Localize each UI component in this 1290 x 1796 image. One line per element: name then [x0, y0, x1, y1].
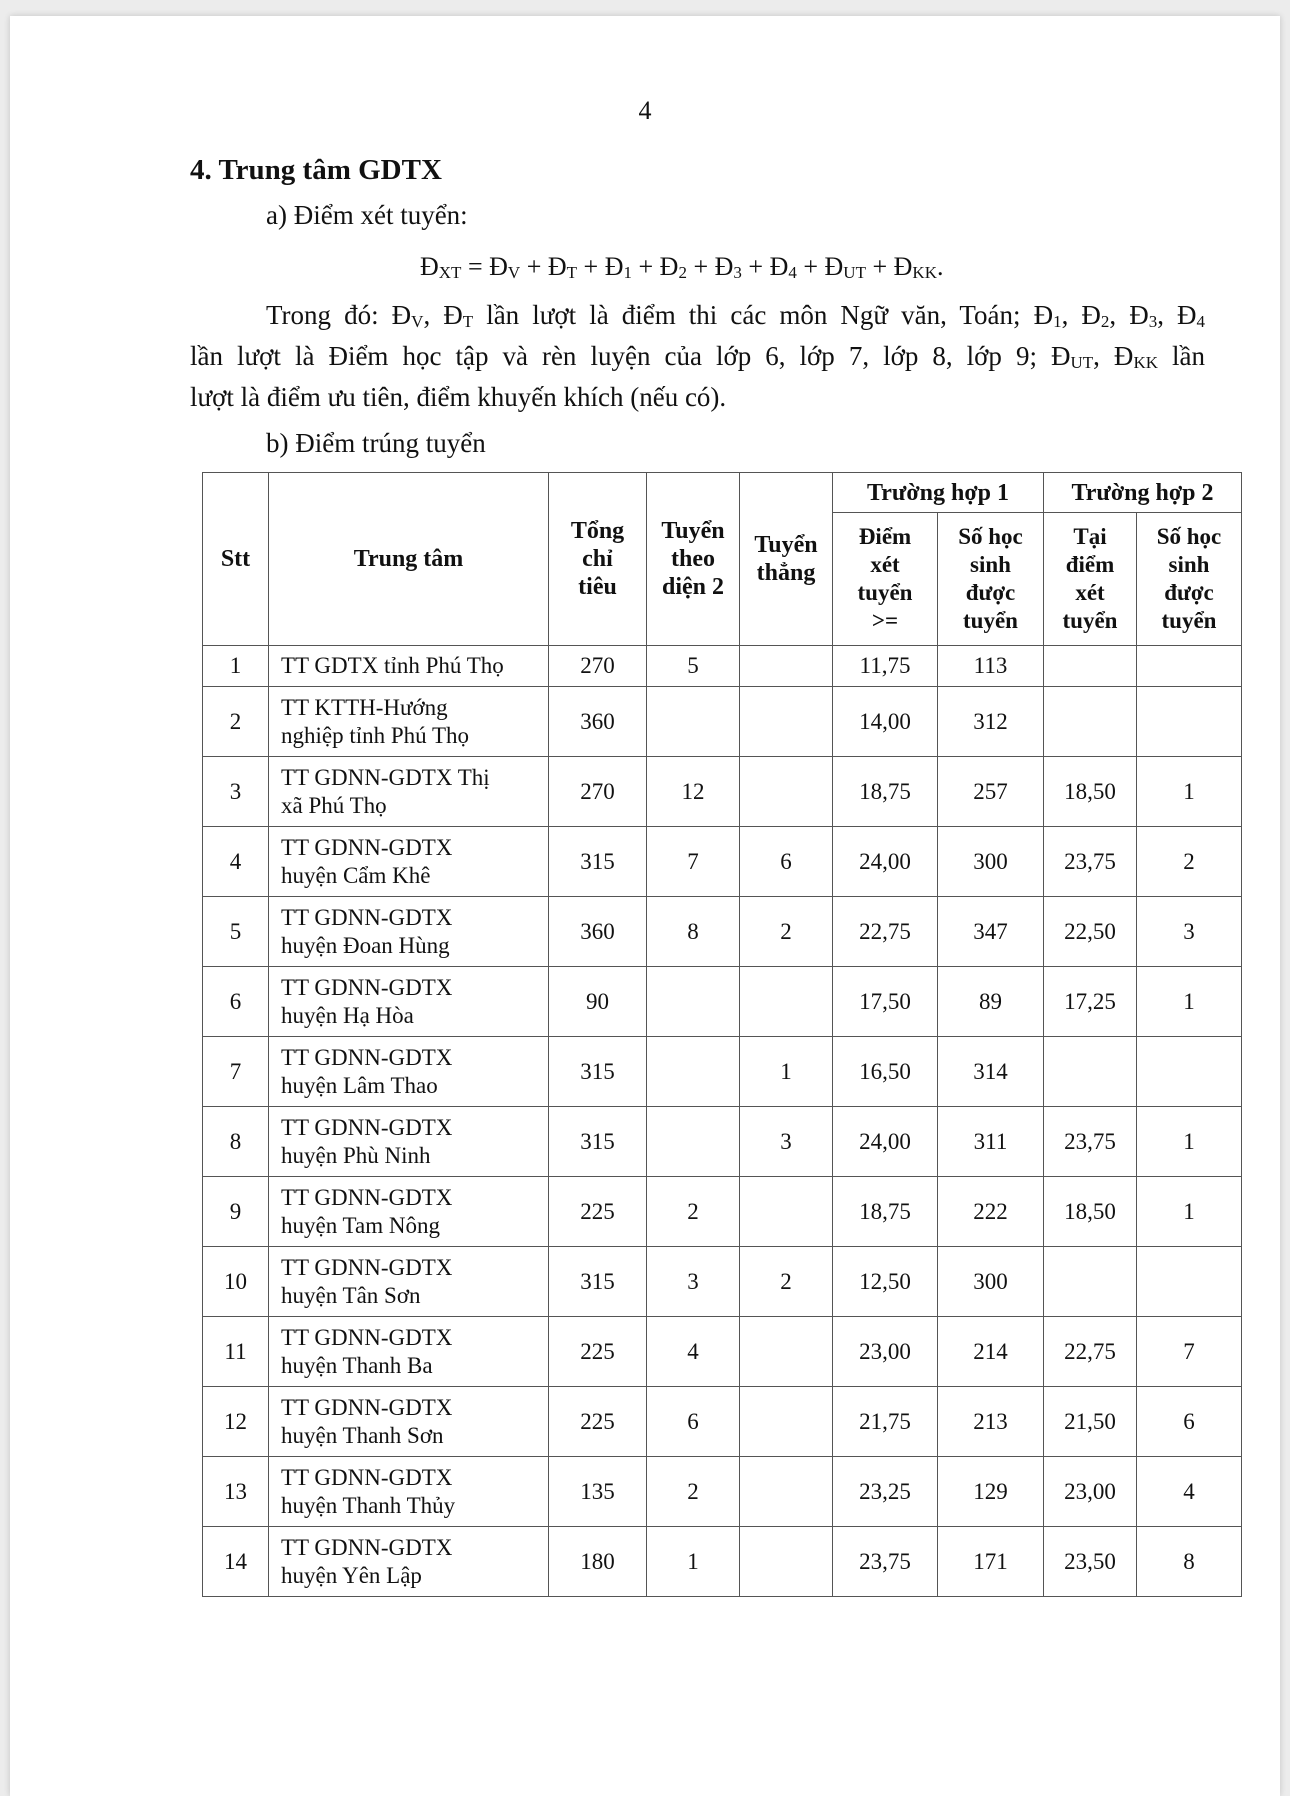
cell-stt: 1 [203, 646, 269, 687]
center-name-line: TT GDNN-GDTX [281, 1184, 453, 1210]
formula-term-subscript: 2 [678, 263, 687, 282]
table-row [203, 897, 1242, 967]
cell-case2-score [1044, 1247, 1137, 1317]
cell-case2-admitted [1137, 646, 1242, 687]
section-title: 4. Trung tâm GDTX [190, 154, 442, 186]
header-line: thẳng [756, 560, 816, 586]
admission-results-table [202, 472, 1242, 1597]
cell-stt: 11 [203, 1317, 269, 1387]
cell-center-name [269, 1317, 549, 1387]
cell-quota: 90 [549, 967, 647, 1037]
cell-case1-score: 23,00 [833, 1317, 938, 1387]
table-row [203, 1107, 1242, 1177]
center-name-line: TT GDNN-GDTX Thị [281, 764, 490, 790]
cell-direct [740, 967, 833, 1037]
cell-direct: 6 [740, 827, 833, 897]
header-case1-score [833, 513, 938, 646]
header-quota [549, 473, 647, 646]
formula-term-subscript: 3 [733, 263, 742, 282]
paragraph-subscript: T [462, 312, 474, 331]
cell-case2-admitted [1137, 687, 1242, 757]
center-name-line: huyện Tam Nông [281, 1212, 440, 1238]
center-name-line: TT GDNN-GDTX [281, 1394, 453, 1420]
cell-case2-score: 21,50 [1044, 1387, 1137, 1457]
paragraph-subscript: 3 [1148, 312, 1158, 331]
cell-case1-score: 21,75 [833, 1387, 938, 1457]
cell-case2-score [1044, 1037, 1137, 1107]
center-name-line: huyện Thanh Ba [281, 1352, 433, 1378]
cell-case1-admitted: 311 [938, 1107, 1044, 1177]
header-line: Số học [1156, 524, 1222, 549]
cell-category2: 2 [647, 1457, 740, 1527]
paragraph-text: lần lượt là Điểm học tập và rèn luyện của lớp 6, lớp 7, lớp 8, lớp 9; Đ [190, 341, 1071, 371]
cell-stt: 12 [203, 1387, 269, 1457]
cell-case2-score: 23,50 [1044, 1527, 1137, 1597]
formula-term-subscript: V [507, 263, 521, 282]
cell-case2-score: 18,50 [1044, 757, 1137, 827]
header-case1-admitted [938, 513, 1044, 646]
header-line: Tuyển [661, 518, 725, 544]
paragraph-text: , Đ [1093, 341, 1134, 371]
header-case1: Trường hợp 1 [833, 473, 1044, 513]
cell-category2: 5 [647, 646, 740, 687]
formula-term-subscript: KK [912, 263, 937, 282]
cell-center-name [269, 1107, 549, 1177]
paragraph-text: , Đ [423, 300, 463, 330]
cell-stt: 7 [203, 1037, 269, 1107]
header-line: diện 2 [661, 574, 724, 600]
cell-category2 [647, 967, 740, 1037]
cell-direct [740, 1317, 833, 1387]
cell-stt: 2 [203, 687, 269, 757]
cell-quota: 135 [549, 1457, 647, 1527]
cell-case1-admitted: 314 [938, 1037, 1044, 1107]
cell-case2-admitted: 1 [1137, 757, 1242, 827]
cell-quota: 225 [549, 1317, 647, 1387]
cell-center-name [269, 1457, 549, 1527]
cell-case1-score: 11,75 [833, 646, 938, 687]
table-row [203, 1037, 1242, 1107]
cell-case2-score: 22,75 [1044, 1317, 1137, 1387]
cell-direct [740, 1177, 833, 1247]
paragraph-line [190, 380, 1205, 415]
cell-quota: 225 [549, 1387, 647, 1457]
cell-direct: 2 [740, 1247, 833, 1317]
cell-stt: 13 [203, 1457, 269, 1527]
cell-stt: 6 [203, 967, 269, 1037]
paragraph-text: lần lượt là điểm thi các môn Ngữ văn, Toán; Đ [473, 300, 1054, 330]
cell-center-name [269, 757, 549, 827]
cell-category2: 6 [647, 1387, 740, 1457]
center-name-line: huyện Phù Ninh [281, 1142, 431, 1168]
center-name-line: huyện Đoan Hùng [281, 932, 450, 958]
cell-case1-score: 23,75 [833, 1527, 938, 1597]
formula-term: Đ [824, 252, 844, 281]
table-row [203, 967, 1242, 1037]
cell-quota: 360 [549, 687, 647, 757]
cell-quota: 270 [549, 646, 647, 687]
cell-stt: 5 [203, 897, 269, 967]
center-name-line: TT GDNN-GDTX [281, 1324, 453, 1350]
header-line: tuyển [1161, 608, 1217, 633]
table-row [203, 1247, 1242, 1317]
center-name-line: xã Phú Thọ [281, 792, 387, 818]
cell-direct [740, 757, 833, 827]
cell-center-name [269, 1247, 549, 1317]
cell-category2: 3 [647, 1247, 740, 1317]
cell-case2-admitted: 1 [1137, 967, 1242, 1037]
cell-category2: 2 [647, 1177, 740, 1247]
formula-term-subscript: T [566, 263, 578, 282]
formula-term: Đ [489, 252, 508, 281]
header-case2-score [1044, 513, 1137, 646]
page-number: 4 [638, 96, 652, 125]
cell-case2-score: 18,50 [1044, 1177, 1137, 1247]
header-line: Điểm [858, 524, 912, 549]
formula-lhs-subscript: XT [438, 263, 462, 282]
header-line: Số học [958, 524, 1023, 549]
header-line: được [1164, 580, 1214, 605]
cell-direct [740, 1527, 833, 1597]
header-line: sinh [1168, 552, 1210, 577]
cell-case2-score [1044, 646, 1137, 687]
paragraph-subscript: 2 [1100, 312, 1110, 331]
formula-term: Đ [547, 252, 567, 281]
center-name-line: TT GDNN-GDTX [281, 974, 453, 1000]
cell-center-name [269, 967, 549, 1037]
cell-center-name [269, 827, 549, 897]
cell-case1-score: 18,75 [833, 757, 938, 827]
cell-case1-score: 24,00 [833, 1107, 938, 1177]
cell-quota: 270 [549, 757, 647, 827]
cell-case1-score: 17,50 [833, 967, 938, 1037]
cell-case2-score: 23,75 [1044, 1107, 1137, 1177]
cell-quota: 180 [549, 1527, 647, 1597]
formula-term: Đ [893, 252, 913, 281]
document-page [10, 16, 1280, 1796]
cell-center-name [269, 897, 549, 967]
cell-category2: 8 [647, 897, 740, 967]
paragraph-text: , Đ [1157, 300, 1197, 330]
cell-quota: 315 [549, 1107, 647, 1177]
cell-case2-score: 23,00 [1044, 1457, 1137, 1527]
table-row [203, 1317, 1242, 1387]
table-row [203, 757, 1242, 827]
header-line: tuyển [963, 608, 1018, 633]
formula-end: . [936, 252, 944, 281]
header-case2: Trường hợp 2 [1044, 473, 1242, 513]
cell-case2-score [1044, 687, 1137, 757]
header-line: xét [870, 552, 900, 577]
cell-quota: 315 [549, 827, 647, 897]
paragraph-subscript: 1 [1053, 312, 1062, 331]
formula-term: Đ [769, 252, 789, 281]
cell-case1-score: 22,75 [833, 897, 938, 967]
cell-case1-admitted: 171 [938, 1527, 1044, 1597]
paragraph-text: lần [1158, 341, 1206, 371]
paragraph-text: , Đ [1109, 300, 1149, 330]
cell-stt: 8 [203, 1107, 269, 1177]
header-direct [740, 473, 833, 646]
formula-term-subscript: 1 [623, 263, 632, 282]
cell-center-name [269, 646, 549, 687]
cell-quota: 315 [549, 1247, 647, 1317]
header-stt: Stt [203, 473, 269, 646]
cell-stt: 9 [203, 1177, 269, 1247]
header-line: >= [871, 608, 899, 633]
center-name-line: huyện Yên Lập [281, 1562, 422, 1588]
cell-quota: 360 [549, 897, 647, 967]
cell-case1-admitted: 89 [938, 967, 1044, 1037]
cell-center-name [269, 1387, 549, 1457]
paragraph-subscript: KK [1133, 353, 1158, 372]
table-row [203, 1387, 1242, 1457]
cell-case2-score: 17,25 [1044, 967, 1137, 1037]
cell-case1-admitted: 300 [938, 1247, 1044, 1317]
formula-term-subscript: 4 [788, 263, 797, 282]
center-name-line: huyện Thanh Sơn [281, 1422, 444, 1448]
cell-direct [740, 687, 833, 757]
formula-lhs: Đ [420, 252, 439, 281]
cell-center-name [269, 687, 549, 757]
center-name-line: nghiệp tỉnh Phú Thọ [281, 722, 470, 748]
cell-case1-score: 24,00 [833, 827, 938, 897]
formula-explanation-paragraph [190, 298, 1205, 415]
cell-case1-score: 18,75 [833, 1177, 938, 1247]
header-line: Tổng [570, 518, 625, 544]
cell-category2: 1 [647, 1527, 740, 1597]
center-name-line: TT GDNN-GDTX [281, 1464, 453, 1490]
paragraph-line [190, 298, 1205, 339]
cell-category2 [647, 1037, 740, 1107]
cell-center-name [269, 1037, 549, 1107]
cell-category2: 12 [647, 757, 740, 827]
center-name-line: TT GDNN-GDTX [281, 834, 453, 860]
table-body [203, 646, 1242, 1597]
center-name-line: huyện Lâm Thao [281, 1072, 438, 1098]
cell-case1-admitted: 222 [938, 1177, 1044, 1247]
header-line: chỉ [582, 546, 613, 572]
header-line: Tuyển [754, 532, 818, 558]
subheading-passing-score: b) Điểm trúng tuyển [266, 428, 486, 458]
cell-category2: 4 [647, 1317, 740, 1387]
formula-term: Đ [714, 252, 734, 281]
cell-case2-admitted [1137, 1247, 1242, 1317]
cell-case2-admitted: 1 [1137, 1107, 1242, 1177]
cell-center-name [269, 1527, 549, 1597]
paragraph-subscript: V [411, 312, 424, 331]
cell-stt: 14 [203, 1527, 269, 1597]
header-category2 [647, 473, 740, 646]
table-row [203, 1457, 1242, 1527]
cell-case1-admitted: 129 [938, 1457, 1044, 1527]
cell-case2-admitted: 4 [1137, 1457, 1242, 1527]
cell-case2-admitted [1137, 1037, 1242, 1107]
table-row [203, 827, 1242, 897]
cell-direct: 3 [740, 1107, 833, 1177]
cell-case1-admitted: 312 [938, 687, 1044, 757]
header-line: Tại [1073, 524, 1107, 549]
cell-case1-score: 23,25 [833, 1457, 938, 1527]
formula-term-subscript: UT [843, 263, 866, 282]
header-line: tiêu [578, 574, 617, 600]
center-name-line: TT GDNN-GDTX [281, 1254, 453, 1280]
admission-formula: $Đ_{XT}$ = $Đ_V$ + $Đ_T$ + $Đ_1$ + $Đ_2$ + $Đ_3$ + $Đ_4$ + $Đ_{UT}$ + $Đ_{KK}$. [420, 252, 944, 282]
header-center: Trung tâm [269, 473, 549, 646]
cell-quota: 315 [549, 1037, 647, 1107]
cell-stt: 3 [203, 757, 269, 827]
paragraph-subscript: UT [1070, 353, 1094, 372]
cell-direct [740, 1387, 833, 1457]
center-name-line: huyện Thanh Thủy [281, 1492, 456, 1518]
table-row [203, 687, 1242, 757]
formula-term: Đ [604, 252, 624, 281]
cell-case2-admitted: 6 [1137, 1387, 1242, 1457]
cell-case1-admitted: 214 [938, 1317, 1044, 1387]
header-line: sinh [970, 552, 1011, 577]
paragraph-text: lượt là điểm ưu tiên, điểm khuyến khích (nếu có). [190, 382, 727, 412]
cell-case1-score: 12,50 [833, 1247, 938, 1317]
header-line: xét [1075, 580, 1105, 605]
paragraph-text: Trong đó: Đ [266, 300, 412, 330]
center-name-line: TT GDNN-GDTX [281, 1534, 453, 1560]
cell-category2: 7 [647, 827, 740, 897]
center-name-line: TT GDNN-GDTX [281, 1114, 453, 1140]
paragraph-text: , Đ [1061, 300, 1101, 330]
header-line: được [965, 580, 1016, 605]
cell-direct [740, 1457, 833, 1527]
cell-case1-admitted: 300 [938, 827, 1044, 897]
cell-category2 [647, 687, 740, 757]
header-line: điểm [1065, 552, 1115, 577]
center-name-line: TT GDNN-GDTX [281, 904, 453, 930]
formula-term: Đ [659, 252, 679, 281]
header-case2-admitted [1137, 513, 1242, 646]
center-name-line: huyện Hạ Hòa [281, 1002, 414, 1028]
center-name-line: huyện Tân Sơn [281, 1282, 421, 1308]
paragraph-line [190, 339, 1205, 380]
cell-case1-admitted: 113 [938, 646, 1044, 687]
cell-direct: 2 [740, 897, 833, 967]
center-name-line: TT GDNN-GDTX [281, 1044, 453, 1070]
center-name-line: TT KTTH-Hướng [281, 694, 448, 720]
table-row [203, 1177, 1242, 1247]
cell-direct [740, 646, 833, 687]
cell-case2-admitted: 1 [1137, 1177, 1242, 1247]
paragraph-subscript: 4 [1196, 312, 1206, 331]
header-line: tuyển [1062, 608, 1118, 633]
cell-case2-admitted: 8 [1137, 1527, 1242, 1597]
cell-quota: 225 [549, 1177, 647, 1247]
cell-case2-admitted: 3 [1137, 897, 1242, 967]
center-name-line: huyện Cẩm Khê [281, 862, 431, 888]
cell-category2 [647, 1107, 740, 1177]
cell-case1-admitted: 347 [938, 897, 1044, 967]
cell-case1-score: 14,00 [833, 687, 938, 757]
cell-case2-admitted: 7 [1137, 1317, 1242, 1387]
cell-center-name [269, 1177, 549, 1247]
header-line: tuyển [857, 580, 913, 605]
cell-direct: 1 [740, 1037, 833, 1107]
table-row [203, 1527, 1242, 1597]
cell-case1-admitted: 213 [938, 1387, 1044, 1457]
cell-case1-admitted: 257 [938, 757, 1044, 827]
cell-case2-score: 23,75 [1044, 827, 1137, 897]
cell-case2-admitted: 2 [1137, 827, 1242, 897]
cell-case1-score: 16,50 [833, 1037, 938, 1107]
subheading-admission-score: a) Điểm xét tuyển: [266, 200, 468, 230]
table-row [203, 646, 1242, 687]
cell-case2-score: 22,50 [1044, 897, 1137, 967]
center-name-line: TT GDTX tỉnh Phú Thọ [281, 653, 504, 678]
cell-stt: 4 [203, 827, 269, 897]
cell-stt: 10 [203, 1247, 269, 1317]
header-line: theo [671, 546, 715, 572]
